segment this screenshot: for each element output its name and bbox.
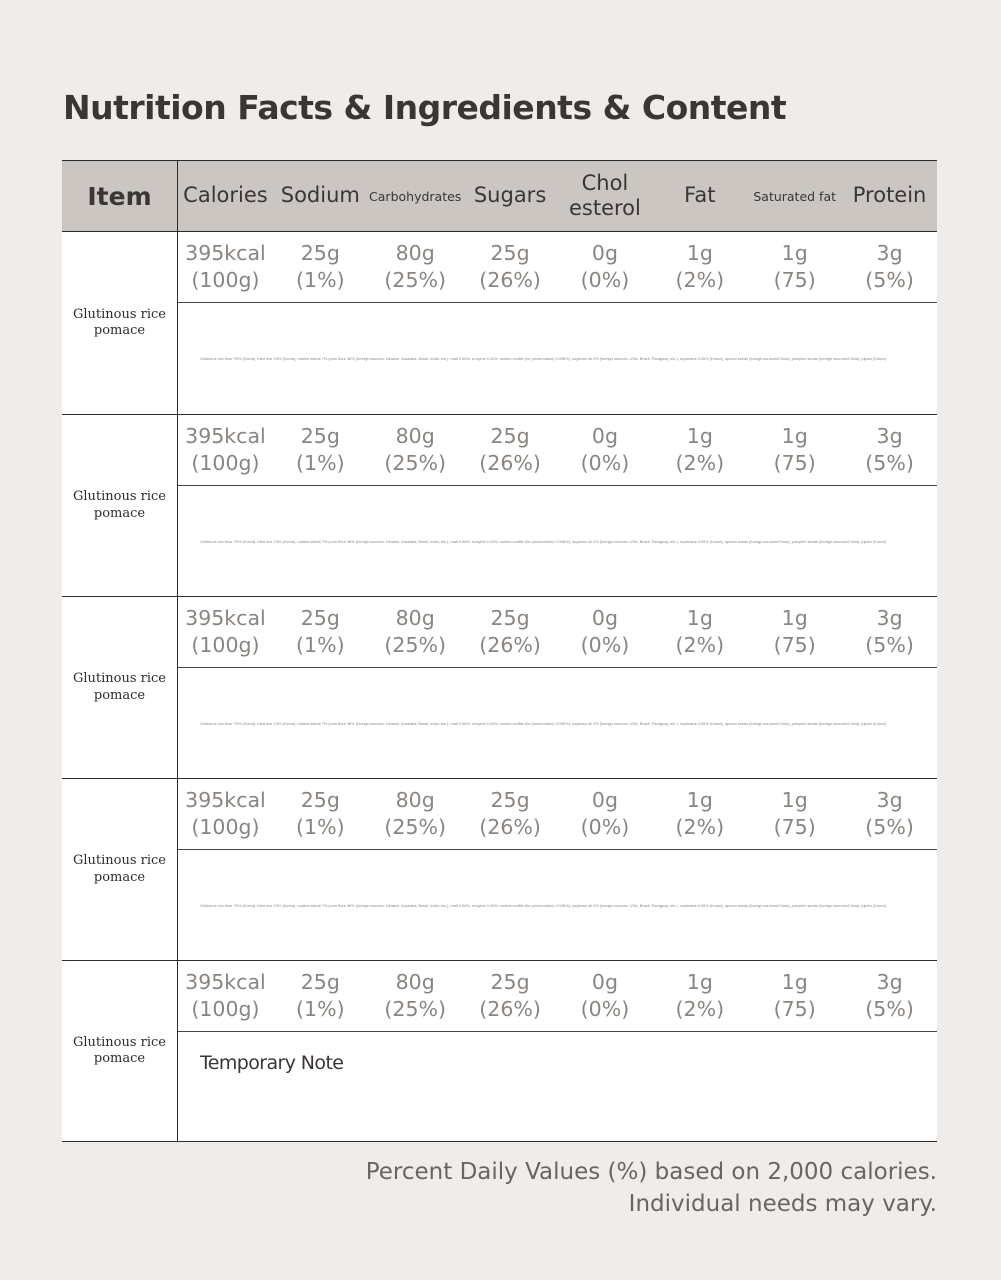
nutrient-value (652, 779, 747, 849)
nutrient-value (463, 961, 558, 1031)
nutrient-percent: (5%) (865, 815, 914, 839)
header-col-fat: Fat (684, 183, 716, 208)
ingredients-text: Glutinous rice flour 75% (Korea), fried rice 13% (Korea), malted wheat 7% (corn flour 98% (foreign sources: Ukraine, Australia, Brazil, India, etc.), malt 0.98%, enzyme 0.26%, sodium sulfite (for preservation) 0.008%), soybean oil 2% (foreign sources: USA, Brazil, Paraguay, etc.), soybeans 0.05% (Korea), apricot seeds (foreign sources/China), pumpkin seeds (foreign sources/China), jujube (Korea) (200, 902, 886, 908)
nutrient-amount: 80g (395, 788, 435, 813)
nutrient-value (842, 415, 937, 485)
ingredients-text: Glutinous rice flour 75% (Korea), fried rice 13% (Korea), malted wheat 7% (corn flour 98% (foreign sources: Ukraine, Australia, Brazil, India, etc.), malt 0.98%, enzyme 0.26%, sodium sulfite (for preservation) 0.008%), soybean oil 2% (foreign sources: USA, Brazil, Paraguay, etc.), soybeans 0.05% (Korea), apricot seeds (foreign sources/China), pumpkin seeds (foreign sources/China), jujube (Korea) (200, 538, 886, 544)
nutrient-amount: 25g (490, 606, 530, 631)
ingredients-text: Glutinous rice flour 75% (Korea), fried rice 13% (Korea), malted wheat 7% (corn flour 98% (foreign sources: Ukraine, Australia, Brazil, India, etc.), malt 0.98%, enzyme 0.26%, sodium sulfite (for preservation) 0.008%), soybean oil 2% (foreign sources: USA, Brazil, Paraguay, etc.), soybeans 0.05% (Korea), apricot seeds (foreign sources/China), pumpkin seeds (foreign sources/China), jujube (Korea) (200, 356, 886, 361)
nutrient-percent: (5%) (865, 997, 914, 1021)
nutrient-amount: 395kcal (185, 970, 266, 995)
nutrient-amount: 25g (490, 424, 530, 449)
nutrient-amount: 25g (490, 970, 530, 995)
header-col-protein: Protein (852, 183, 927, 208)
nutrient-amount: 395kcal (185, 241, 266, 266)
header-col-carbohydrates: Carbohydrates (369, 188, 462, 204)
nutrient-value (273, 779, 368, 849)
nutrient-amount: 25g (300, 424, 340, 449)
nutrient-amount: 25g (490, 788, 530, 813)
nutrient-percent: (0%) (580, 997, 630, 1021)
nutrient-percent: (75) (773, 451, 816, 475)
nutrient-percent: (75) (773, 633, 816, 657)
header-col-calories: Calories (183, 183, 268, 208)
nutrient-value (747, 961, 842, 1031)
nutrient-value (368, 232, 463, 302)
nutrient-amount: 0g (591, 241, 618, 266)
nutrient-value (842, 232, 937, 302)
nutrient-amount: 25g (300, 606, 340, 631)
nutrient-percent: (25%) (384, 451, 446, 475)
nutrient-amount: 25g (490, 241, 530, 266)
header-item: Item (62, 161, 178, 231)
nutrient-amount: 80g (395, 606, 435, 631)
nutrient-percent: (26%) (479, 997, 541, 1021)
nutrient-amount: 1g (781, 788, 808, 813)
nutrient-amount: 1g (686, 970, 713, 995)
ingredients-cell (178, 486, 937, 596)
nutrient-values (178, 961, 937, 1032)
nutrient-amount: 0g (591, 970, 618, 995)
nutrient-percent: (0%) (580, 268, 630, 292)
nutrient-amount: 1g (686, 788, 713, 813)
nutrient-value (463, 232, 558, 302)
nutrient-value (558, 961, 653, 1031)
nutrient-value (368, 597, 463, 667)
nutrient-percent: (25%) (384, 997, 446, 1021)
nutrient-value (368, 779, 463, 849)
table-row (62, 960, 937, 1141)
nutrient-value (652, 961, 747, 1031)
header-col-sugars: Sugars (473, 183, 547, 208)
nutrient-percent: (26%) (479, 451, 541, 475)
nutrient-percent: (5%) (865, 633, 914, 657)
nutrient-value (842, 961, 937, 1031)
nutrient-value (178, 232, 273, 302)
nutrient-value (652, 415, 747, 485)
footer-note (366, 1156, 937, 1220)
nutrient-percent: (0%) (580, 815, 630, 839)
nutrient-percent: (1%) (296, 451, 345, 475)
nutrient-amount: 25g (300, 241, 340, 266)
table-row (62, 596, 937, 778)
nutrient-amount: 1g (781, 606, 808, 631)
nutrient-amount: 1g (686, 241, 713, 266)
table-row (62, 414, 937, 596)
page-title: Nutrition Facts & Ingredients & Content (63, 88, 787, 127)
row-details (178, 415, 937, 596)
item-name: Glutinous rice pomace (62, 597, 178, 778)
nutrient-value (652, 597, 747, 667)
item-name: Glutinous rice pomace (62, 961, 178, 1141)
ingredients-cell (178, 850, 937, 960)
nutrient-value (842, 779, 937, 849)
nutrient-amount: 1g (781, 970, 808, 995)
temporary-note: Temporary Note (200, 1052, 344, 1074)
nutrient-value (273, 415, 368, 485)
nutrient-value (463, 779, 558, 849)
nutrient-percent: (0%) (580, 451, 630, 475)
nutrient-value (747, 232, 842, 302)
row-details (178, 961, 937, 1141)
item-name: Glutinous rice pomace (62, 232, 178, 414)
table-header (62, 161, 937, 231)
nutrient-percent: (5%) (865, 268, 914, 292)
nutrient-values (178, 779, 937, 850)
nutrient-percent: (100g) (191, 815, 260, 839)
ingredients-cell (178, 303, 937, 414)
nutrient-value (652, 232, 747, 302)
table-row (62, 778, 937, 960)
nutrient-value (178, 597, 273, 667)
nutrient-value (842, 597, 937, 667)
nutrient-amount: 1g (686, 424, 713, 449)
nutrient-amount: 3g (876, 788, 903, 813)
nutrient-amount: 80g (395, 241, 435, 266)
nutrient-value (368, 415, 463, 485)
nutrient-value (558, 597, 653, 667)
nutrient-percent: (26%) (479, 633, 541, 657)
nutrient-amount: 80g (395, 424, 435, 449)
nutrient-percent: (75) (773, 815, 816, 839)
nutrient-value (178, 779, 273, 849)
nutrient-value (747, 779, 842, 849)
ingredients-text: Glutinous rice flour 75% (Korea), fried rice 13% (Korea), malted wheat 7% (corn flour 98% (foreign sources: Ukraine, Australia, Brazil, India, etc.), malt 0.98%, enzyme 0.26%, sodium sulfite (for preservation) 0.008%), soybean oil 2% (foreign sources: USA, Brazil, Paraguay, etc.), soybeans 0.05% (Korea), apricot seeds (foreign sources/China), pumpkin seeds (foreign sources/China), jujube (Korea) (200, 720, 886, 726)
nutrient-percent: (100g) (191, 633, 260, 657)
nutrient-percent: (5%) (865, 451, 914, 475)
nutrient-value (558, 779, 653, 849)
nutrient-values (178, 597, 937, 668)
nutrient-percent: (100g) (191, 997, 260, 1021)
nutrient-value (747, 415, 842, 485)
nutrient-percent: (2%) (675, 815, 725, 839)
item-name: Glutinous rice pomace (62, 415, 178, 596)
row-details (178, 597, 937, 778)
nutrient-percent: (2%) (675, 633, 725, 657)
nutrient-amount: 3g (876, 241, 903, 266)
row-details (178, 232, 937, 414)
nutrient-amount: 1g (686, 606, 713, 631)
nutrient-value (273, 597, 368, 667)
nutrient-amount: 80g (395, 970, 435, 995)
nutrient-percent: (25%) (384, 268, 446, 292)
nutrient-percent: (26%) (479, 815, 541, 839)
nutrient-amount: 25g (300, 788, 340, 813)
nutrient-percent: (75) (773, 997, 816, 1021)
nutrient-amount: 25g (300, 970, 340, 995)
nutrient-percent: (1%) (296, 815, 345, 839)
item-name: Glutinous rice pomace (62, 779, 178, 960)
nutrient-percent: (2%) (675, 997, 725, 1021)
nutrient-percent: (2%) (675, 451, 725, 475)
header-col-sodium: Sodium (280, 183, 360, 208)
nutrient-value (463, 597, 558, 667)
nutrient-percent: (25%) (384, 633, 446, 657)
nutrient-amount: 3g (876, 606, 903, 631)
ingredients-cell (178, 668, 937, 778)
nutrient-percent: (100g) (191, 268, 260, 292)
nutrient-percent: (100g) (191, 451, 260, 475)
nutrient-value (178, 415, 273, 485)
nutrient-value (463, 415, 558, 485)
nutrient-amount: 395kcal (185, 424, 266, 449)
nutrient-percent: (25%) (384, 815, 446, 839)
header-col-saturated-fat: Saturated fat (753, 188, 837, 204)
nutrient-percent: (1%) (296, 268, 345, 292)
nutrient-amount: 0g (591, 424, 618, 449)
nutrient-percent: (1%) (296, 997, 345, 1021)
nutrient-percent: (75) (773, 268, 816, 292)
footer-line-2: Individual needs may vary. (628, 1191, 937, 1217)
nutrient-amount: 1g (781, 241, 808, 266)
nutrition-table (62, 160, 937, 1142)
nutrient-percent: (26%) (479, 268, 541, 292)
nutrient-amount: 3g (876, 970, 903, 995)
nutrient-value (368, 961, 463, 1031)
nutrient-value (273, 961, 368, 1031)
table-row (62, 231, 937, 414)
nutrient-percent: (2%) (675, 268, 725, 292)
nutrient-value (558, 415, 653, 485)
nutrient-value (747, 597, 842, 667)
table-body (62, 231, 937, 1141)
nutrient-percent: (1%) (296, 633, 345, 657)
nutrient-values (178, 232, 937, 303)
nutrient-amount: 3g (876, 424, 903, 449)
footer-line-1: Percent Daily Values (%) based on 2,000 calories. (365, 1159, 937, 1185)
nutrient-values (178, 415, 937, 486)
nutrient-amount: 0g (591, 788, 618, 813)
nutrient-amount: 395kcal (185, 788, 266, 813)
nutrient-value (558, 232, 653, 302)
nutrient-percent: (0%) (580, 633, 630, 657)
nutrient-value (178, 961, 273, 1031)
nutrient-amount: 0g (591, 606, 618, 631)
row-details (178, 779, 937, 960)
nutrient-amount: 395kcal (185, 606, 266, 631)
nutrient-value (273, 232, 368, 302)
header-columns (178, 161, 937, 231)
nutrient-amount: 1g (781, 424, 808, 449)
header-col-chol-esterol: Chol esterol (569, 170, 641, 220)
